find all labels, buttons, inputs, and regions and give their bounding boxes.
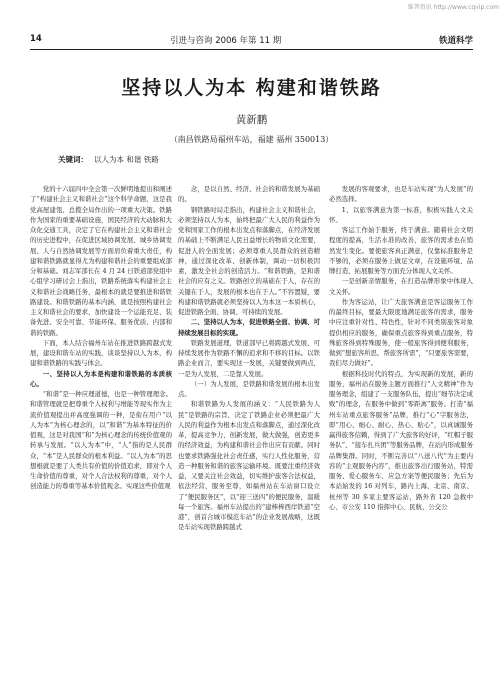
magazine-name: 铁道科学	[438, 36, 473, 46]
page-number: 14	[30, 34, 42, 44]
subsection-heading: （一）为人发展，是铁路和谐发展的根本出发点。	[178, 379, 320, 398]
paragraph: 念，是以自然、经济、社会的和谐发展为基础的。	[178, 185, 320, 204]
paragraph: 党的十六届四中全会第一次鲜明地提出和阐述了“构建社会主义和谐社会”这个科学命题，这是我党高屋建瓴、总揽全局作出的一项重大决策。铁路作为国家的重要基础设施，国民经济的大动脉和大众化交通工具，决定了它在构建社会主义和谐社会的历史进程中，在促进区域协调发展、城乡协调发展、人与自然协调发展等方面肩负着重大责任，构建和谐铁路就显得尤为构建和谐社会的重要组成部分和基础。刘志军部长在 4 月 24 日铁道部党组中心组学习研讨会上指出，铁路系统落实构建社会主义和谐社会战略任务，最根本的就是要推进和谐铁路建设。和谐铁路的基本内涵，就是按照构建社会主义和谐社会的要求，加快建设一个运能充足、装备先进、安全可靠、节能环保、服务优质、内部和谐的铁路。	[30, 185, 172, 337]
paragraph: 和谐铁路为人发展的涵义：“人民铁路为人民”是铁路的宗旨，决定了铁路企业必须把最广大人民的利益作为根本出发点和落脚点，通过深化改革，提高竞争力，创新发展，做大做强，创造更多的经济效益，为构建和谐社会作出应有贡献。同时也要求铁路强化社会责任感，实行人性化服务，营造一种服务和谐的旅客运输环境。既要注重经济效益，又要关注社会效益，切实维护旅客合法权益，依法经营，服务至尊，如福州站在车站窗口设立了“便民服务区”，以“迎三送四”的便民服务，温暖每一个旅客。福州车站提出的“建棒棒西岸铁道“空港”，创首合城市模范车站”的企业发展战略，这既是车站实现铁路跨越式	[178, 400, 320, 532]
issue-info: 引进与咨询 2006 年第 11 期	[170, 36, 282, 46]
author-affiliation: （南昌铁路局福州车站，福建 福州 350013）	[169, 135, 334, 144]
subsection-heading: 一是创新亲情服务，在打造品牌形象中体现人文关怀。	[329, 277, 473, 296]
paragraph: 作为客运站，让广大旅客满意是客运服务工作的最终目标，要最大限度地满足旅客的需求，服务中应注重针对性、特色性，针对不同类别旅客对象提供相应的服务，确保重点旅客得到重点服务，特殊旅客得到特殊服务，使一般旅客得到便利服务，做到“想旅客所思，帮旅客所需”，“只要旅客需要，我们尽力做好”。	[329, 297, 473, 368]
keywords-list: 以人为本 和谐 铁路	[94, 155, 159, 164]
body-column-1	[30, 184, 172, 684]
author-name: 黄新鹏	[235, 114, 268, 126]
keywords-label: 关键词：	[58, 155, 88, 164]
body-column-3	[329, 184, 473, 684]
paragraph: 发展的客观要求，也是车站实现“为人发展”的必然选择。	[329, 185, 473, 204]
header-divider	[30, 49, 473, 50]
paragraph: 钢铁路时局走指出，构建社会主义和谐社会，必须坚持以人为本，始终把最广大人民的利益作为党和国家工作的根本出发点和落脚点，在经济发展的基础上不断满足人民日益增长的物质文化需要，促进人的全面发展；必须尊重人民群众的创造精神，通过深化改革、创新体制，调动一切积极因素，激发全社会的创造活力。“和谐铁路，是和谐社会的应有之义。铁路创立的基础在于人，存在的关键在于人，发展的根本也在于人。”不容置疑，要构建和谐铁路就必须坚持以人为本这一本质核心，促进铁路全面、协调、可持续的发展。	[178, 205, 320, 316]
subsection-heading: 1、以旅客满意为第一标准，积极实践人文关怀。	[329, 205, 473, 224]
watermark-text: 维普资讯 http://www.cqvip.com	[407, 4, 499, 11]
section-heading: 一、坚持以人为本是构建和谐铁路的本质核心。	[30, 369, 172, 388]
paragraph: 铁路发展道理，铁道部早已将跨越式发展、可持续发展作为铁路不懈的追求和不移的目标。以铁路企业而言，要实现这一发展，关键要做到两点，一是为人发展，二是靠人发展。	[178, 338, 320, 378]
paragraph: “和谐”是一种应理道德，也是一种管理理念。和谐管理就是把尊重个人权利与增能等现实作为主流价值观提出并高度强调的一种，是衔在用户“以人为本”为核心理念的，以“和谐”为基本特征的价值观，这是对我国“和”为核心理念的传统价值观的转承与发展。“以人为本”中，“人”指的是人民群众，“本”是人民群众的根本利益。“以人为本”的思想根就是要了人类共有价值的价值追求，即对个人生命价值的尊重，对个人合法权利的尊重，对个人创造能力的尊重等基本价值观念。实现这些价值观	[30, 390, 172, 491]
paragraph: 根据科技时代的特点，为实现新的发展，新的服务，福州站在服务主题方面推行“人文精神”作为服务理念，组建了一支服务队伍，提出“细节决定成败”的理念，在服务中做到“零距离”服务。打造“福州车站重点旅客服务”品牌，推行“心”字服务法，即“用心、细心、耐心、热心、贴心”，以真诚服务赢得旅客信赖，得到了广大旅客的好评，“红帽子服务队”、“接车扎兵团”等服务品牌，在站内形成服务品牌集群。同时，不断完善以“八送八代”为主要内容的“主观服务内容”，推出旅客出行服务站，特需服务、爱心服务车、应急方案等便民服务；先后为本站始发的 16 对列车，路内上海、北京、南京、杭州等 30 多家主要客运站，路外省 120 急救中心、市公安 110 指挥中心、民航、公交公	[329, 369, 473, 511]
body-column-2	[178, 184, 320, 684]
article-title: 坚持以人为本 构建和谐铁路	[121, 77, 382, 99]
paragraph: 客运工作始于服务，终于满意。随着社会文明程度的提高，生活水准的改善，旅客的需求也在悄然发生变化。要使旅客真正满意，仅靠标准服务是不够的，必须在服务上做足文章，在设施环境、品牌打造、拓展服务等方面充分体现人文关怀。	[329, 226, 473, 275]
keywords-line	[58, 154, 159, 165]
running-header	[30, 34, 473, 48]
paragraph: 下面，本人结合福州车站在推进铁路跨越式发展，建设和谐车站的实践，谈谈坚持以人为本，构建和谐铁路的实践与体会。	[30, 338, 172, 368]
section-heading: 二、坚持以人为本，促进铁路全面、协调、可持续发展目标的实现。	[178, 318, 320, 337]
